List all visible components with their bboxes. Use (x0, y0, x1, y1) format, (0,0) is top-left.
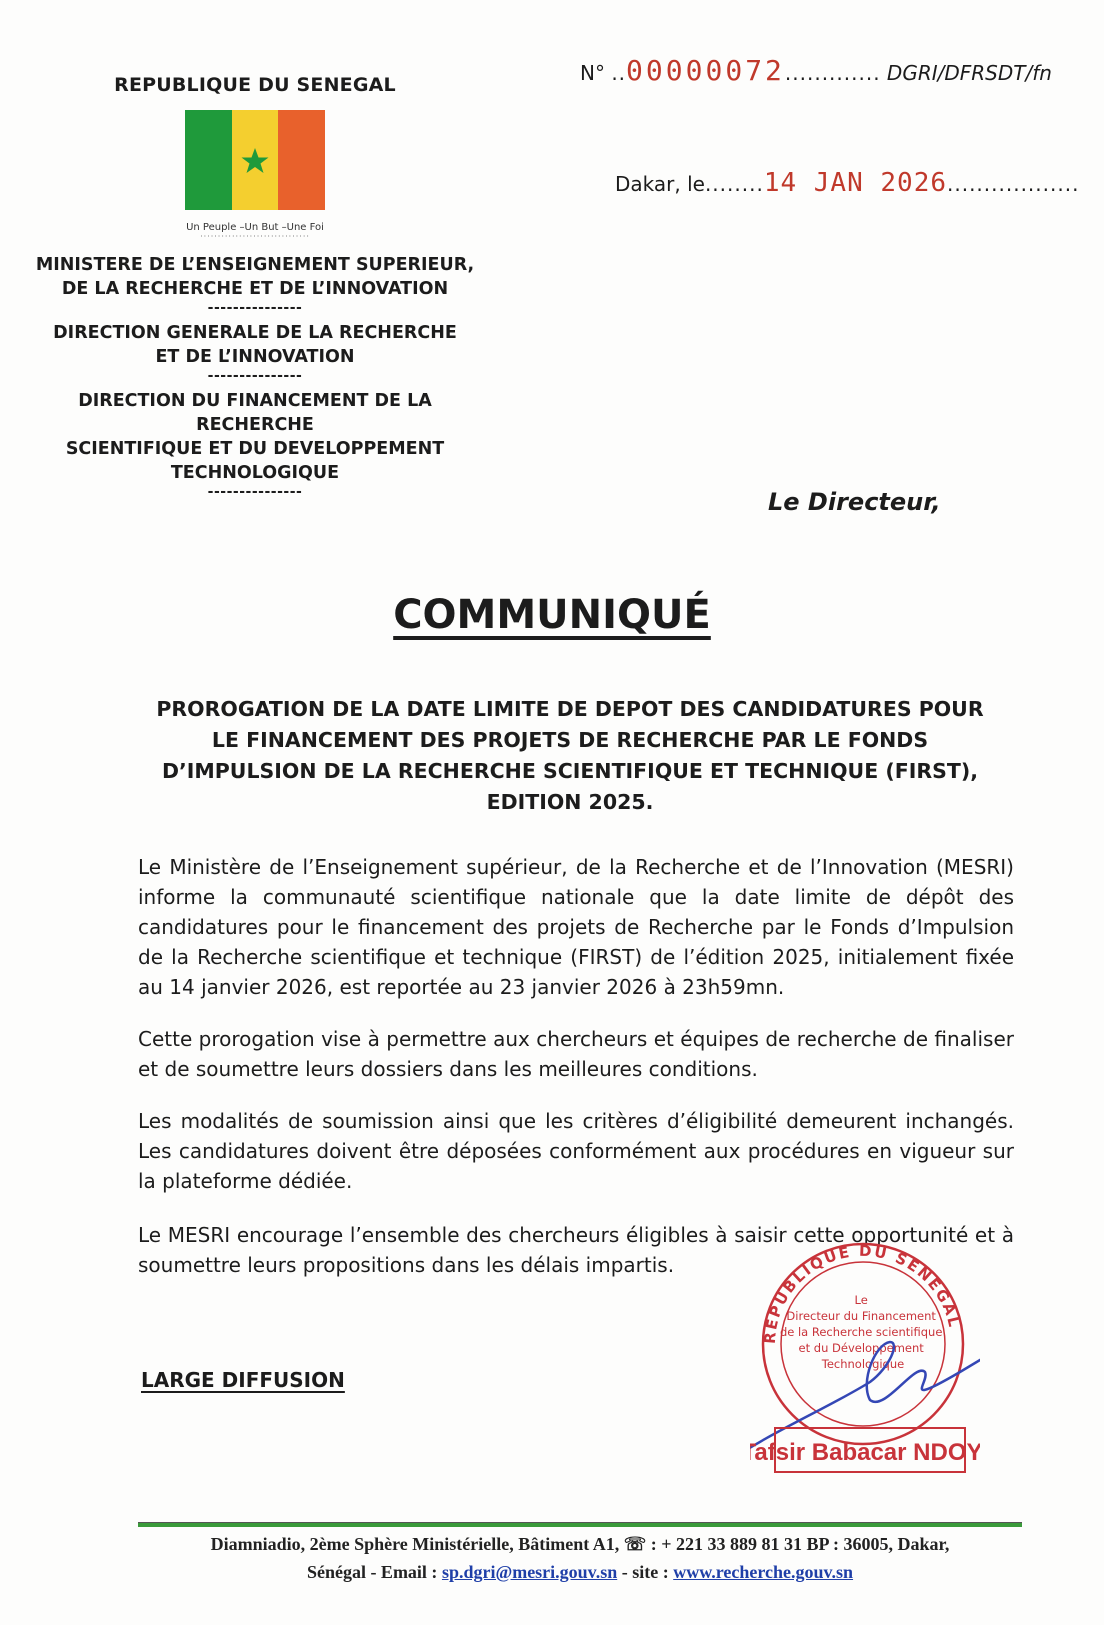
footer-email-link[interactable]: sp.dgri@mesri.gouv.sn (441, 1562, 618, 1582)
body-paragraph-2: Cette prorogation vise à permettre aux chercheurs et équipes de recherche de finaliser et de soumettre leurs dossiers dans les meilleures conditions. (138, 1027, 1014, 1081)
reference-prefix: N° (580, 61, 605, 85)
stamp-center-1: Le (854, 1293, 868, 1307)
separator-3: --------------- (207, 484, 303, 500)
national-motto: Un Peuple –Un But –Une Foi (186, 222, 324, 233)
ministry-line-2: DE LA RECHERCHE ET DE L’INNOVATION (61, 279, 449, 299)
footer-line-1: Diamniadio, 2ème Sphère Ministérielle, Bâtiment A1, ☏ : + 221 33 889 81 31 BP : 36005, Dakar, (210, 1534, 950, 1554)
republic-title: REPUBLIQUE DU SENEGAL (114, 74, 396, 96)
footer-address (100, 1530, 1060, 1586)
reference-suffix: DGRI/DFRSDT/fn (886, 61, 1052, 85)
body-paragraph-3: Les modalités de soumission ainsi que les critères d’éligibilité demeurent inchangés. Les candidatures doivent être déposées conformément aux procédures en vigueur sur la plateforme dédiée. (138, 1109, 1014, 1193)
footer-site-link[interactable]: www.recherche.gouv.sn (673, 1562, 854, 1582)
dfrsdt-line-1: DIRECTION DU FINANCEMENT DE LA RECHERCHE (78, 391, 432, 435)
signatory-title: Le Directeur, (768, 488, 941, 516)
reference-stamp-number: 00000072 (626, 54, 785, 87)
svg-text:Le Directeur du Financem (780, 1293, 946, 1371)
date-prefix: Dakar, le (615, 172, 705, 196)
document-subject: PROROGATION DE LA DATE LIMITE DE DEPOT DES CANDIDATURES POUR LE FINANCEMENT DES PROJETS DE RECHERCHE PAR LE FONDS D’IMPULSION DE LA RECHERCHE SCIENTIFIQUE ET TECHNIQUE (FIRST), EDITION 2025. (156, 697, 984, 814)
footer-divider (138, 1522, 1022, 1527)
body-paragraph-4: Le MESRI encourage l’ensemble des chercheurs éligibles à saisir cette opportunité et à soumettre leurs propositions dans les délais impartis. (138, 1223, 1014, 1277)
separator-1: --------------- (207, 300, 303, 316)
dfrsdt-line-3: TECHNOLOGIQUE (170, 463, 340, 483)
stamp-seal (750, 1232, 980, 1482)
official-stamp (750, 1232, 980, 1482)
flag-yellow-band (232, 110, 279, 210)
footer-email-label: Sénégal - Email : (306, 1562, 438, 1582)
reference-number: N° ..00000072............. DGRI/DFRSDT/fn (580, 54, 1052, 87)
document-title: COMMUNIQUÉ (393, 592, 711, 638)
letterhead (20, 74, 490, 499)
ministry-line-1: MINISTERE DE L’ENSEIGNEMENT SUPERIEUR, (35, 255, 475, 275)
flag-green-band (185, 110, 232, 210)
flag-red-band (278, 110, 325, 210)
stamp-center-5: Technologique (821, 1357, 905, 1371)
stamp-center-3: de la Recherche scientifique (779, 1325, 943, 1339)
date-stamp: 14 JAN 2026 (763, 168, 947, 198)
letter-date: Dakar, le........14 JAN 2026.................. (615, 168, 1080, 198)
dfrsdt-line-2: SCIENTIFIQUE ET DU DEVELOPPEMENT (65, 439, 445, 459)
senegal-flag (185, 110, 325, 210)
stamp-center-2: Directeur du Financement (786, 1309, 936, 1323)
footer-site-label: - site : (621, 1562, 669, 1582)
signer-name: afsir Babacar NDOY (754, 1439, 980, 1466)
dgri-line-1: DIRECTION GENERALE DE LA RECHERCHE (53, 323, 457, 343)
footer-line-2 (100, 1558, 1060, 1586)
body-paragraph-1: Le Ministère de l’Enseignement supérieur, de la Recherche et de l’Innovation (MESRI) informe la communauté scientifique nationale que la date limite de dépôt des candidatures pour le financement des projets de Recherche par le Fonds d’Impulsion de la Recherche scientifique et technique (FIRST) de l’édition 2025, initialement fixée au 14 janvier 2026, est reportée au 23 janvier 2026 à 23h59mn. (138, 855, 1014, 999)
distribution-note: LARGE DIFFUSION (141, 1368, 345, 1392)
stamp-center-4: et du Développement (798, 1341, 924, 1355)
stamp-ring-text: REPUBLIQUE DU SENEGAL (760, 1241, 964, 1345)
dgri-line-2: ET DE L’INNOVATION (155, 347, 355, 367)
star-icon (232, 110, 278, 210)
motto-separator: ······························· (200, 232, 310, 241)
separator-2: --------------- (207, 368, 303, 384)
